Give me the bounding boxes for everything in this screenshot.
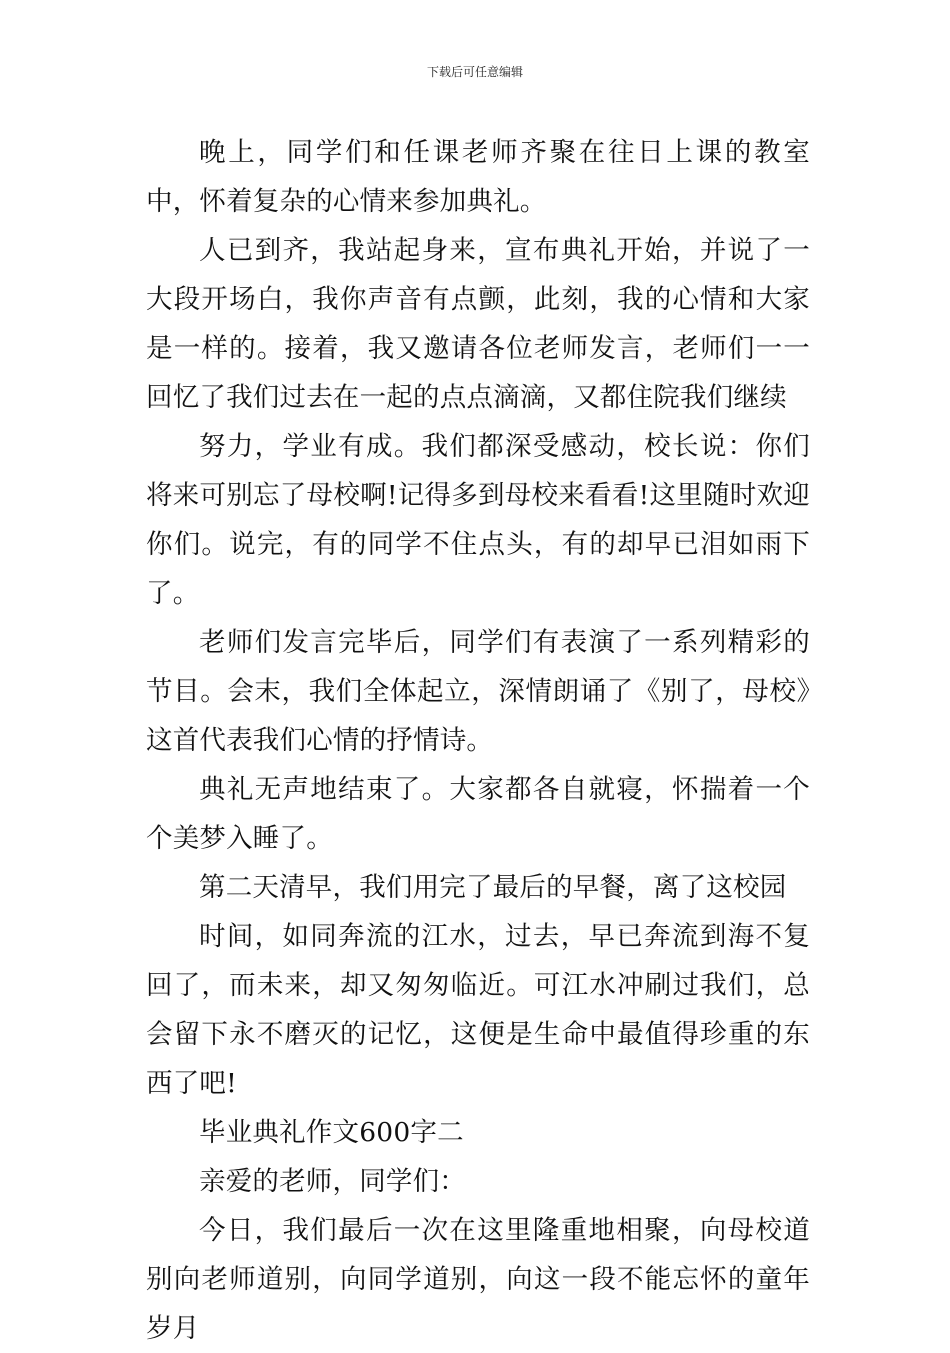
paragraph-1: 晚上，同学们和任课老师齐聚在往日上课的教室中，怀着复杂的心情来参加典礼。 bbox=[146, 137, 810, 217]
paragraph-3: 努力，学业有成。我们都深受感动，校长说：你们将来可别忘了母校啊!记得多到母校来看看!这里随时欢迎你们。说完，有的同学不住点头，有的却早已泪如雨下了。 bbox=[146, 431, 810, 609]
document-body bbox=[146, 128, 810, 1353]
paragraph-5: 典礼无声地结束了。大家都各自就寝，怀揣着一个个美梦入睡了。 bbox=[146, 774, 810, 854]
paragraph-10: 今日，我们最后一次在这里隆重地相聚，向母校道别向老师道别，向同学道别，向这一段不能忘怀的童年岁月 bbox=[146, 1215, 810, 1344]
paragraph-6: 第二天清早，我们用完了最后的早餐，离了这校园 bbox=[199, 872, 787, 903]
page-header-note: 下载后可任意编辑 bbox=[426, 65, 523, 79]
paragraph-2: 人已到齐，我站起身来，宣布典礼开始，并说了一大段开场白，我你声音有点颤，此刻，我的心情和大家是一样的。接着，我又邀请各位老师发言，老师们一一回忆了我们过去在一起的点点滴滴，又都住院我们继续 bbox=[146, 235, 810, 413]
section-title: 毕业典礼作文600字二 bbox=[199, 1117, 464, 1148]
paragraph-7: 时间，如同奔流的江水，过去，早已奔流到海不复回了，而未来，却又匆匆临近。可江水冲刷过我们，总会留下永不磨灭的记忆，这便是生命中最值得珍重的东西了吧! bbox=[146, 921, 810, 1099]
salutation: 亲爱的老师，同学们： bbox=[199, 1166, 466, 1197]
paragraph-4: 老师们发言完毕后，同学们有表演了一系列精彩的节目。会末，我们全体起立，深情朗诵了《别了，母校》这首代表我们心情的抒情诗。 bbox=[146, 627, 810, 756]
